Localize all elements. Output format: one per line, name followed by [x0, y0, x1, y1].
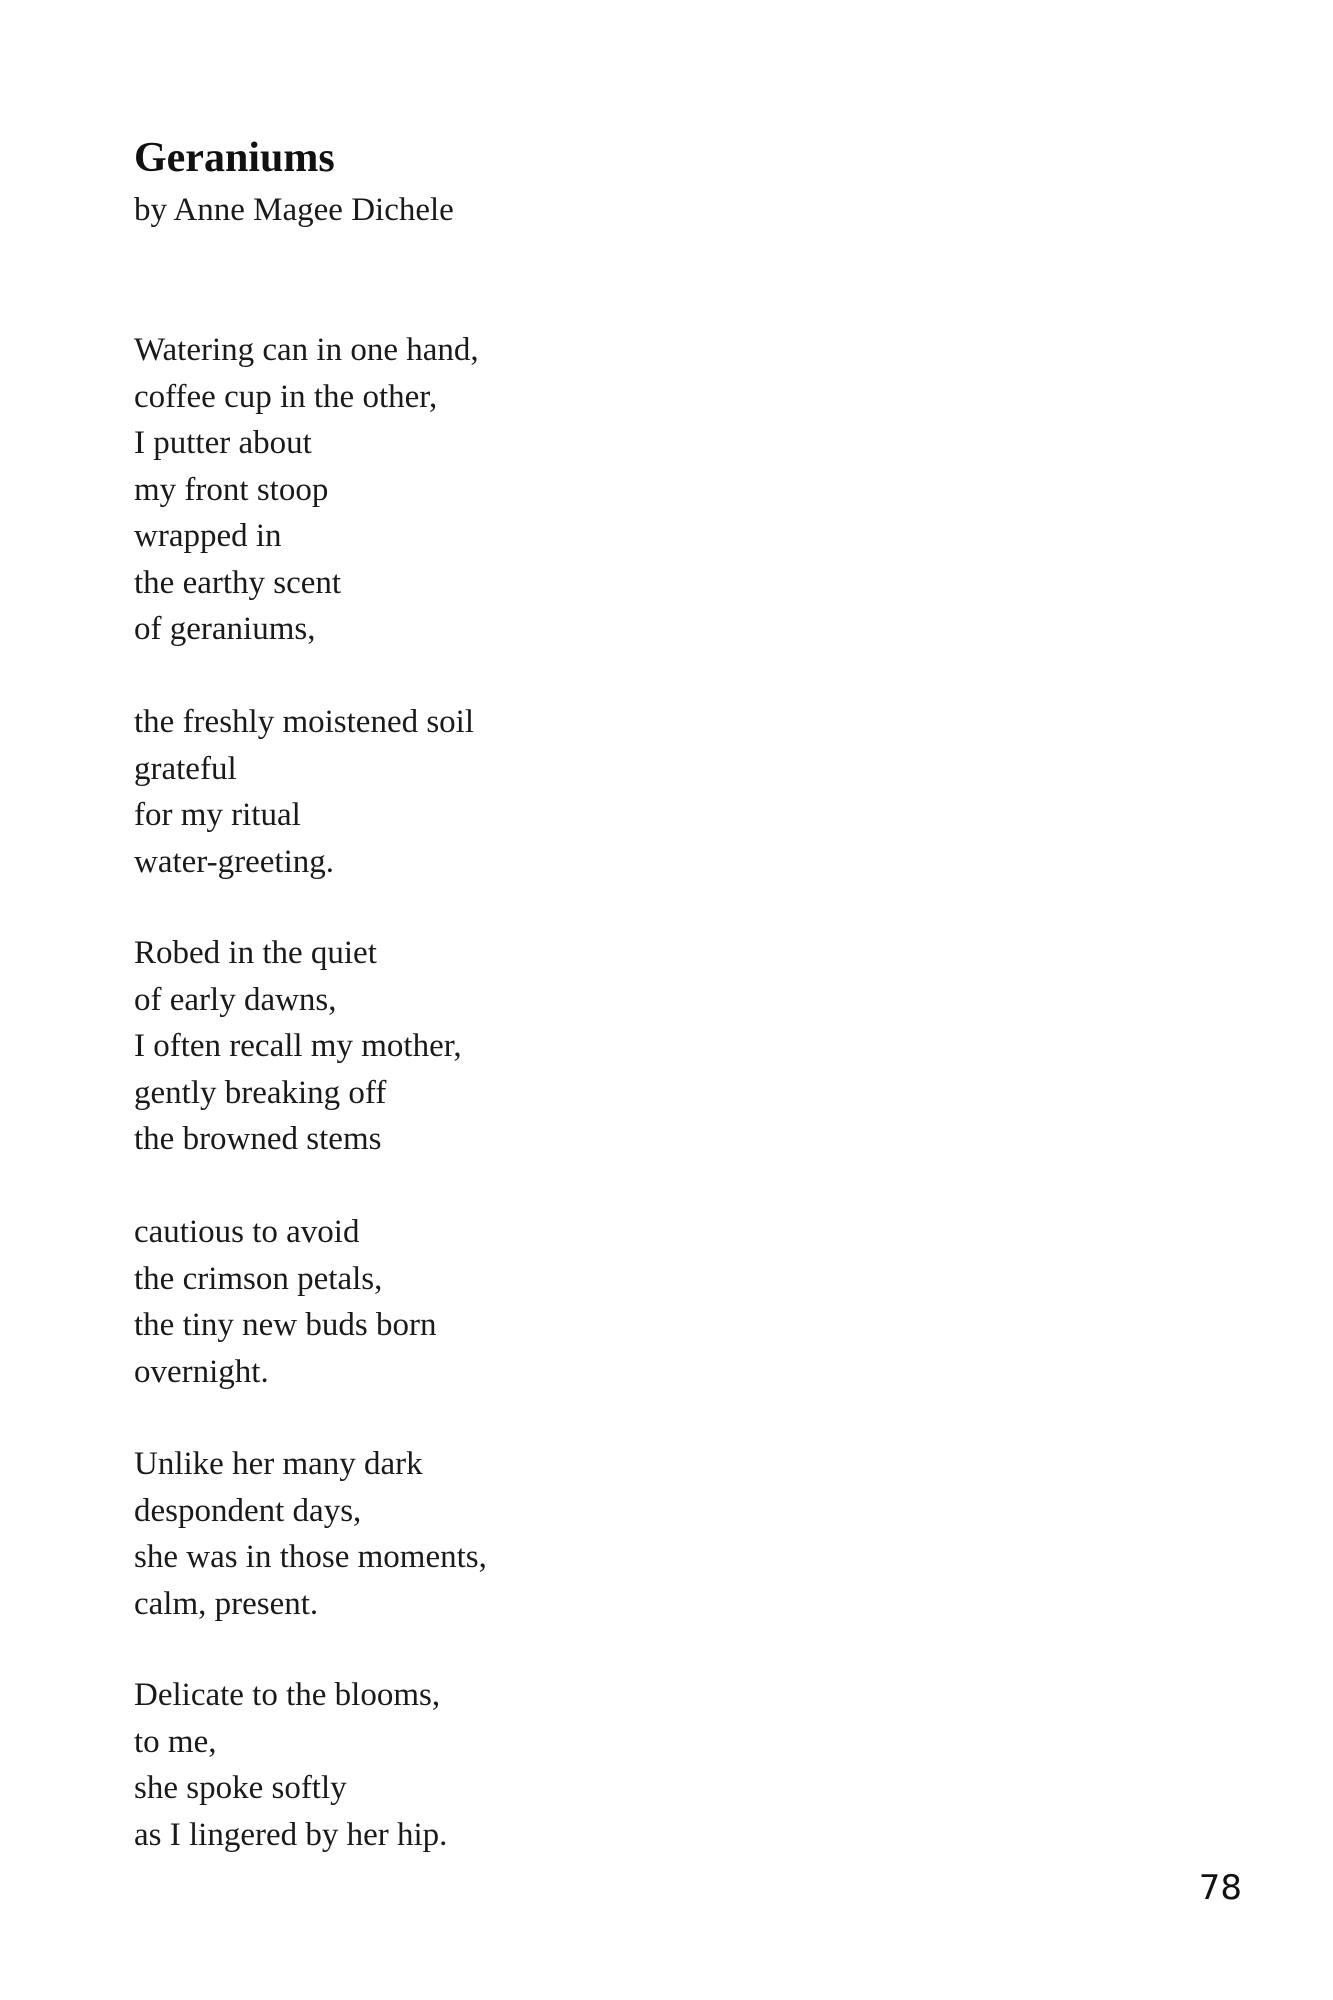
poem-line: Delicate to the blooms, — [134, 1677, 441, 1713]
poem-line: the crimson petals, — [134, 1260, 383, 1297]
poem-line: overnight. — [134, 1353, 269, 1390]
poem-line: wrapped in — [134, 518, 282, 554]
poem-author: by Anne Magee Dichele — [134, 192, 454, 228]
poem-line: I putter about — [134, 425, 312, 461]
poem-line: I often recall my mother, — [134, 1028, 462, 1064]
poem-line: for my ritual — [134, 797, 301, 833]
poem-line: calm, present. — [134, 1585, 319, 1622]
stanza — [134, 327, 479, 653]
poem-line: Unlike her many dark — [134, 1446, 423, 1482]
poem-line: she spoke softly — [134, 1770, 347, 1806]
poem-line: the browned stems — [134, 1121, 382, 1157]
stanza — [134, 930, 462, 1163]
poem-line: as I lingered by her hip. — [134, 1816, 448, 1853]
poem-line: she was in those moments, — [134, 1539, 487, 1575]
poem-line: despondent days, — [134, 1492, 362, 1529]
poem-body — [134, 0, 1034, 2000]
poem-line: of early dawns, — [134, 981, 337, 1018]
poem-title: Geraniums — [134, 135, 335, 181]
poem-line: the tiny new buds born — [134, 1307, 437, 1343]
poem-line: the earthy scent — [134, 564, 342, 601]
poem-line: coffee cup in the other, — [134, 378, 438, 415]
poem-line: the freshly moistened soil — [134, 704, 475, 740]
stanza — [134, 1209, 436, 1395]
stanza — [134, 1672, 447, 1858]
poem-line: of geraniums, — [134, 611, 316, 647]
poem-line: Robed in the quiet — [134, 935, 377, 971]
poem-line: my front stoop — [134, 471, 329, 508]
poem-line: cautious to avoid — [134, 1214, 360, 1250]
poem-line: water-greeting. — [134, 843, 334, 880]
page-number: 78 — [1198, 1868, 1242, 1908]
poem-line: to me, — [134, 1723, 217, 1760]
stanza — [134, 1441, 487, 1627]
poem-line: grateful — [134, 750, 237, 787]
poem-line: Watering can in one hand, — [134, 332, 479, 368]
poem-line: gently breaking off — [134, 1074, 387, 1111]
stanza — [134, 699, 474, 885]
